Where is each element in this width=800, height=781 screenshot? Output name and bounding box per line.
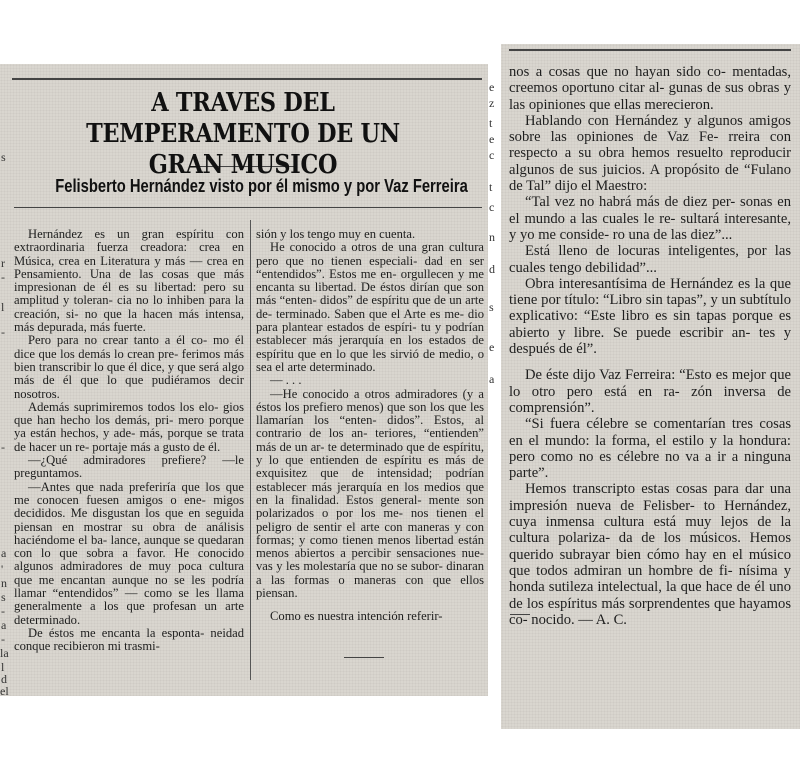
article-column-3 [509,64,791,628]
edge-letter: la [0,646,9,660]
edge-letter: - [1,604,5,618]
edge-letter: s [1,150,6,164]
paragraph: Hernández es un gran espíritu con extraordinaria fuerza creadora: crea en Música, crea en Literatura y más — crea en Pensamiento. Una de las cosas que más impresionan de él es su libertad: pero su amplitud y toleran- cia no lo inhiben para la creación, si- no que la hacen más intensa, más depurada, más fuerte. [14,227,244,335]
edge-letter: e [489,340,495,354]
paragraph: Está lleno de locuras inteligentes, por las cuales tengo debilidad”... [509,243,791,276]
edge-letter: l [1,660,5,674]
top-rule-right [509,49,791,51]
edge-letter: c [489,200,495,214]
paragraph: nos a cosas que no hayan sido co- mentadas, creemos oportuno citar al- gunas de sus obras y las opiniones que ellas merecieron. [509,64,791,113]
subhead-rule [14,207,482,208]
edge-letter: el [0,684,9,698]
edge-letter: a [489,372,495,386]
article-headline: A TRAVES DEL TEMPERAMENTO DE UN GRAN MUSICO [86,88,400,180]
edge-letter: - [1,270,5,284]
paragraph: He conocido a otros de una gran cultura pero que no tienen especiali- dad en ser “entendidos”. Estos me en- orgullecen y me encanta su libertad. De éstos dirían que son más “enten- didos” de espíritu que de un arte de- terminado. Saben que el Arte es me- dio para plantear estados de espíri- tu y podrían establecer más jerarquía en los estados de espíritu que en lo que les sirvió de medio, o sea el arte determinado. [256,240,484,374]
paragraph: De éste dijo Vaz Ferreira: “Esto es mejor que lo otro pero está en ra- zón inversa de comprensión”. [509,367,791,416]
edge-letter: - [1,632,5,646]
edge-letter: a [1,618,7,632]
edge-letter: t [489,180,493,194]
edge-letter: l [1,300,5,314]
edge-letter: n [489,230,495,244]
edge-letter: ' [1,562,4,576]
paragraph: Hablando con Hernández y algunos amigos sobre las opiniones de Vaz Fe- rreira con respecto a su obra hemos resuelto reproducir algunos de sus juicios. A propósito de “Fulano de Tal” dijo el Maestro: [509,112,791,195]
column-divider-rule [250,220,251,680]
edge-letter: s [1,590,6,604]
paragraph: sión y los tengo muy en cuenta. [256,227,416,241]
article-column-2 [256,228,484,624]
end-dash-rule [344,657,384,658]
paragraph: Además suprimiremos todos los elo- gios que han hecho los demás, pri- mero porque ya están hechos, y ade- más, porque se trata de hacer un re- portaje más a gusto de él. [14,399,244,454]
paragraph: “Tal vez no habrá más de diez per- sonas en el mundo a las cuales le re- sultará interesante, y yo me conside- ro una de las diez”... [509,194,791,243]
edge-letter: d [1,672,7,686]
edge-letter: a [1,546,7,560]
paragraph: Hemos transcripto estas cosas para dar una impresión nueva de Felisber- to Hernández, cuya inmensa cultura está muy lejos de la cultura polariza- da de los músicos. Hemos querido subrayar bien cómo hay en el músico que todos admiran un hombre de fi- nísima y honda sutileza intelectual, la que hace de él uno de los espíritus más sorprendentes que hayamos co- nocido. — A. C. [509,481,791,628]
article-subheadline: Felisberto Hernández visto por él mismo y por Vaz Ferreira [55,176,468,196]
edge-letter: s [489,300,494,314]
paragraph: — . . . [270,373,302,388]
edge-letter: r [1,256,5,270]
top-rule-left [12,78,482,80]
edge-letter: c [489,148,495,162]
paragraph: De éstos me encanta la esponta- neidad conque recibieron mi trasmi- [14,625,244,654]
paragraph: Pero para no crear tanto a él co- mo él dice que los demás lo crean pre- ferimos más bien transcribir lo que él dice, y que será algo más de él que lo que pudiéramos decir nosotros. [14,333,244,401]
paragraph: Obra interesantísima de Hernández es la que tiene por título: “Libro sin tapas”, y un subtítulo explicativo: “Este libro es sin tapas porque es abierto y libre. Se puede escribir an- tes y después de él”. [509,275,791,358]
edge-letter: z [489,96,495,110]
paragraph: Como es nuestra intención referir- [270,609,443,624]
edge-letter: n [1,576,7,590]
paragraph: —Antes que nada preferiría que los que me conocen fuesen amigos o ene- migos decididos. Me disgustan los que en seguida piensan en mostrar su obra de análisis haciéndome el ba- lance, aunque se quedaran con lo que sobra a favor. He conocido algunos admiradores de muy poca cultura que me encantan aunque no se les podría llamar “entendidos” — como se les llama generalmente a los que profesan un arte determinado. [14,479,244,627]
edge-letter: e [489,80,495,94]
edge-letter: t [489,116,493,130]
edge-letter: - [1,440,5,454]
edge-letter: e [489,132,495,146]
edge-letter: d [489,262,495,276]
paragraph: —¿Qué admiradores prefiere? —le preguntamos. [14,453,244,481]
edge-letter: - [1,325,5,339]
paragraph: —He conocido a otros admiradores (y a éstos los prefiero menos) que son los que les llamarían los “enten- didos”. Estos, al contrario de los an- teriores, “entienden” más de un ar- te determinado que de espíritu, y lo que entienden de espíritu es más de exquisitez que de intensidad; podrían establecer más jerarquía en los medios que en la finalidad. Estos general- mente son polarizados o por los me- nos tienen el peligro de sentir el arte con maneras y con formas; y como tienen menos libertad están menos abiertos a percibir sensaciones nue- vas y les molestaría que no se subor- dinaran a las formas o maneras con que ellos piensan. [256,386,484,601]
article-column-1 [14,228,244,654]
paragraph: “Si fuera célebre se comentarían tres cosas en el mundo: la forma, el estilo y la hondura: pero como no es célebre no va a ir a ninguna parte”. [509,416,791,482]
